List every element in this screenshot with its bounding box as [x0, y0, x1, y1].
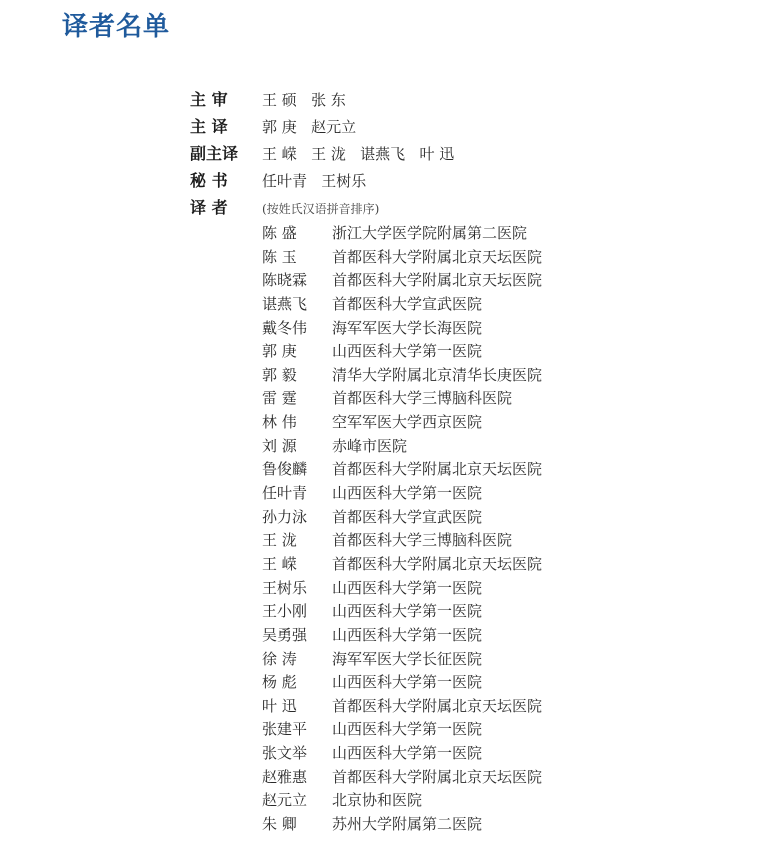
translator-row	[262, 340, 542, 364]
role-names: 郭 庚 赵元立	[262, 118, 357, 136]
translator-institution: 首都医科大学附属北京天坛医院	[332, 247, 543, 266]
role-label: 译 者	[190, 198, 228, 217]
translator-name: 郭 毅	[262, 365, 297, 384]
role-row-associate-translator	[190, 140, 454, 167]
translator-name: 陈 盛	[262, 224, 297, 242]
translator-institution: 清华大学附属北京清华长庚医院	[332, 365, 543, 384]
translator-row	[262, 553, 542, 577]
translator-row	[262, 529, 542, 553]
sort-note: (按姓氏汉语拼音排序)	[262, 202, 380, 216]
translator-institution: 山西医科大学第一医院	[332, 673, 483, 692]
translator-institution: 赤峰市医院	[332, 436, 408, 455]
translator-name: 刘 源	[262, 436, 297, 455]
translator-institution: 北京协和医院	[332, 791, 423, 810]
translator-row	[262, 293, 542, 317]
translator-name: 郭 庚	[262, 342, 297, 361]
translator-row	[262, 789, 542, 813]
translator-institution: 首都医科大学宣武医院	[332, 294, 483, 313]
role-row-secretary	[190, 167, 454, 194]
translator-row	[262, 766, 542, 790]
role-names: 王 硕 张 东	[262, 91, 346, 109]
translator-name: 叶 迅	[262, 696, 297, 715]
role-label: 秘 书	[190, 171, 228, 190]
translator-name: 任叶青	[262, 484, 308, 503]
translator-row	[262, 742, 542, 766]
translator-institution: 山西医科大学第一医院	[332, 578, 483, 597]
translator-name: 王小刚	[262, 602, 308, 621]
translator-row	[262, 600, 542, 624]
translator-institution: 首都医科大学三博脑科医院	[332, 389, 513, 408]
translator-row	[262, 577, 542, 601]
translator-institution: 山西医科大学第一医院	[332, 744, 483, 763]
translator-institution: 首都医科大学附属北京天坛医院	[332, 460, 543, 479]
translator-name: 鲁俊麟	[262, 460, 308, 479]
role-label: 副主译	[190, 144, 239, 163]
role-row-chief-translator	[190, 113, 454, 140]
role-label: 主 译	[190, 117, 228, 136]
role-list	[190, 86, 454, 221]
translator-institution: 首都医科大学三博脑科医院	[332, 531, 513, 550]
translator-row	[262, 317, 542, 341]
translator-row	[262, 364, 542, 388]
translator-row	[262, 648, 542, 672]
translator-institution: 海军军医大学长征医院	[332, 649, 483, 668]
page-title: 译者名单	[62, 12, 171, 42]
translator-name: 王树乐	[262, 578, 308, 597]
translator-row	[262, 695, 542, 719]
role-label: 主 审	[190, 90, 228, 109]
translator-institution: 苏州大学附属第二医院	[332, 815, 483, 834]
role-names: 王 嵘 王 泷 谌燕飞 叶 迅	[262, 145, 455, 163]
translator-institution: 浙江大学医学院附属第二医院	[332, 224, 528, 242]
translator-row	[262, 458, 542, 482]
translator-name: 孙力泳	[262, 507, 308, 526]
translator-name: 徐 涛	[262, 649, 297, 668]
translator-name: 谌燕飞	[262, 294, 308, 313]
translator-institution: 首都医科大学附属北京天坛医院	[332, 767, 543, 786]
translator-institution: 山西医科大学第一医院	[332, 602, 483, 621]
translator-institution: 首都医科大学附属北京天坛医院	[332, 554, 543, 573]
translator-row	[262, 813, 542, 837]
translator-row	[262, 671, 542, 695]
translator-row	[262, 269, 542, 293]
translator-row	[262, 222, 542, 246]
translator-row	[262, 624, 542, 648]
translator-name: 王 泷	[262, 531, 297, 550]
translator-institution: 首都医科大学附属北京天坛医院	[332, 271, 543, 290]
translator-name: 赵雅惠	[262, 767, 308, 786]
translator-row	[262, 246, 542, 270]
role-row-translators	[190, 194, 454, 221]
translator-row	[262, 435, 542, 459]
translator-institution: 首都医科大学宣武医院	[332, 507, 483, 526]
translator-institution: 山西医科大学第一医院	[332, 625, 483, 644]
translator-row	[262, 482, 542, 506]
role-row-chief-reviewer	[190, 86, 454, 113]
translator-row	[262, 411, 542, 435]
translator-list	[262, 222, 542, 837]
translator-name: 陈晓霖	[262, 271, 308, 290]
translator-name: 雷 霆	[262, 389, 297, 408]
role-names: 任叶青 王树乐	[262, 172, 367, 190]
translator-institution: 首都医科大学附属北京天坛医院	[332, 696, 543, 715]
translator-name: 赵元立	[262, 791, 308, 810]
translator-institution: 空军军医大学西京医院	[332, 413, 483, 432]
translator-institution: 山西医科大学第一医院	[332, 484, 483, 503]
translator-row	[262, 506, 542, 530]
translator-name: 吴勇强	[262, 625, 308, 644]
translator-row	[262, 718, 542, 742]
translator-name: 朱 卿	[262, 815, 297, 834]
translator-name: 林 伟	[262, 413, 297, 432]
translator-institution: 山西医科大学第一医院	[332, 342, 483, 361]
translator-institution: 山西医科大学第一医院	[332, 720, 483, 739]
translator-name: 杨 彪	[262, 673, 297, 692]
translator-name: 陈 玉	[262, 247, 297, 266]
translator-name: 张建平	[262, 720, 308, 739]
translator-row	[262, 387, 542, 411]
translator-name: 王 嵘	[262, 554, 297, 573]
translator-name: 张文举	[262, 744, 308, 763]
translator-name: 戴冬伟	[262, 318, 308, 337]
translator-institution: 海军军医大学长海医院	[332, 318, 483, 337]
